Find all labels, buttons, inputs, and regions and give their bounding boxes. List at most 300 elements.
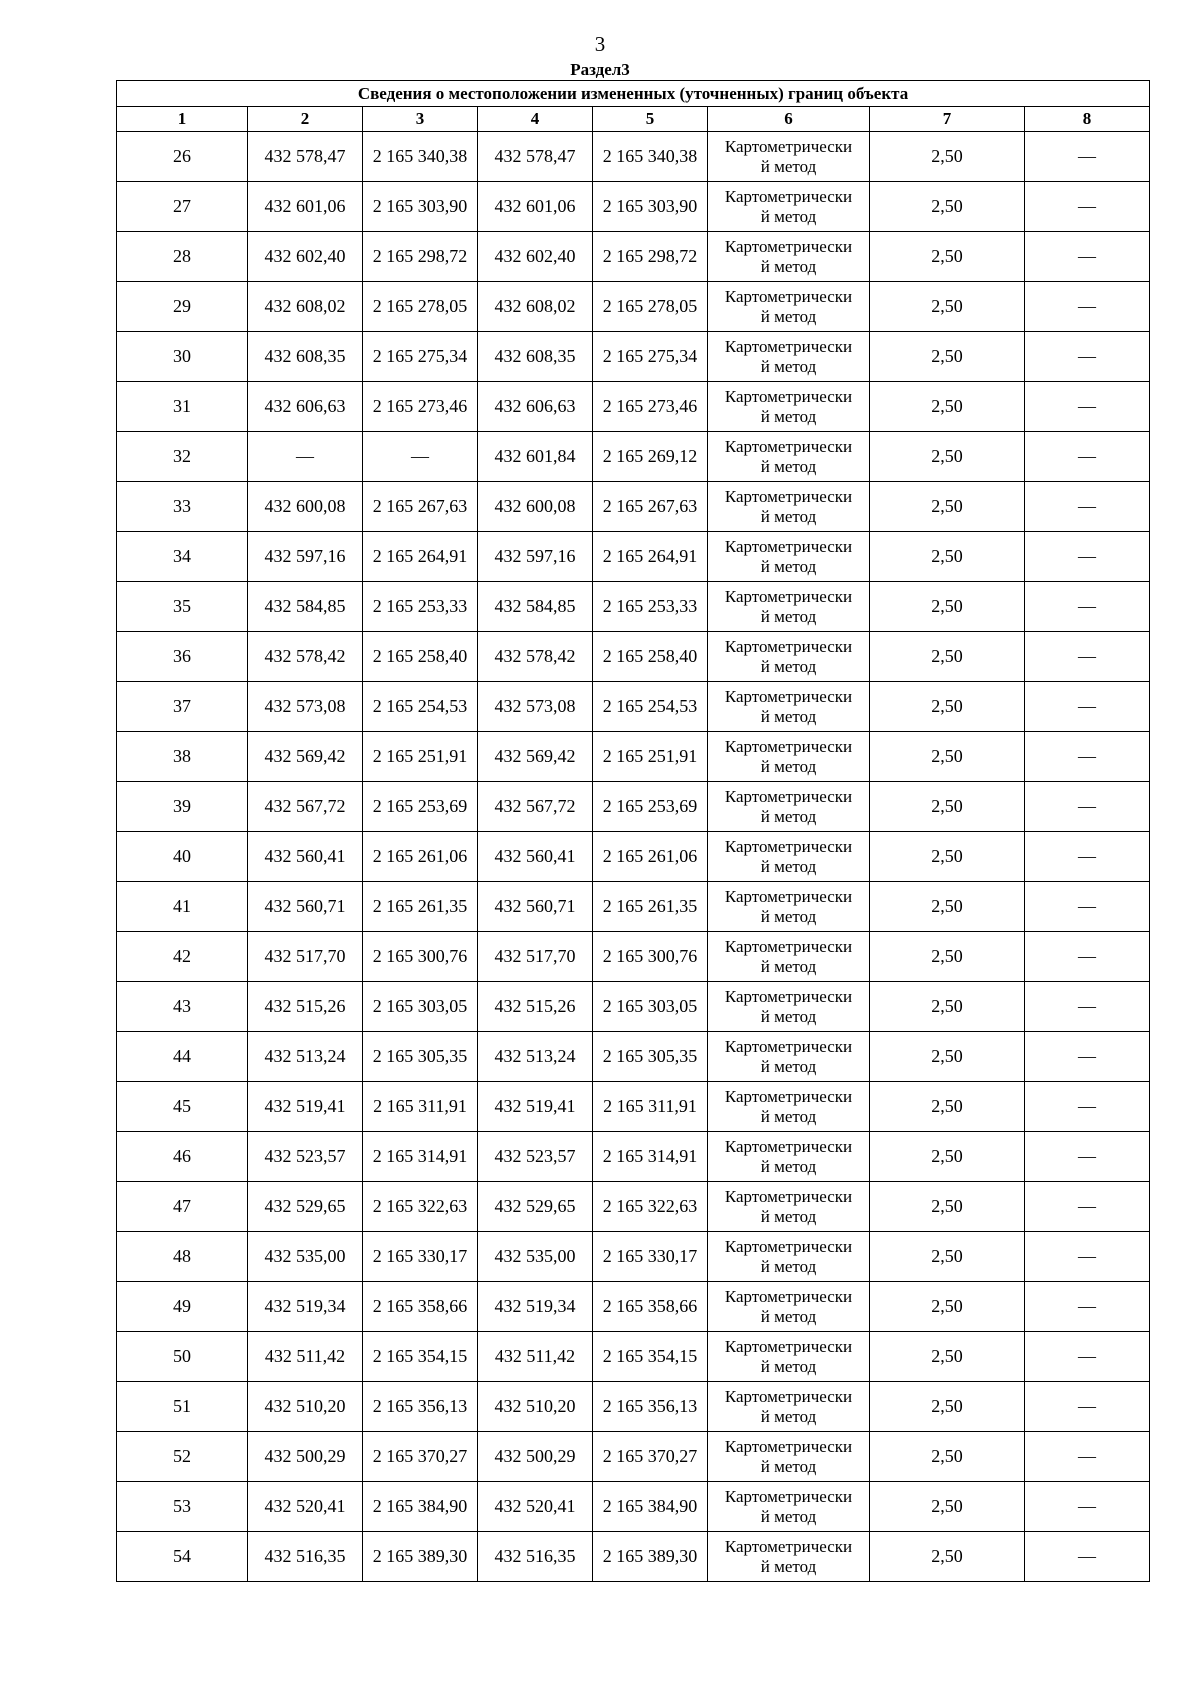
method-text-line: й метод [760,656,817,676]
y-new-cell: 2 165 258,40 [593,632,708,682]
method-text-line: й метод [760,1206,817,1226]
table-row [117,1482,1150,1532]
point-number-cell: 26 [117,132,248,182]
point-number-cell: 41 [117,882,248,932]
table-row [117,382,1150,432]
y-new-cell: 2 165 305,35 [593,1032,708,1082]
y-new-cell: 2 165 354,15 [593,1332,708,1382]
description-cell: — [1025,932,1150,982]
description-cell: — [1025,832,1150,882]
y-existing-cell: 2 165 340,38 [363,132,478,182]
description-cell: — [1025,1482,1150,1532]
method-text-line: й метод [760,1256,817,1276]
method-text-line: й метод [760,306,817,326]
description-cell: — [1025,1232,1150,1282]
method-cell [708,332,870,382]
accuracy-cell: 2,50 [870,832,1025,882]
point-number-cell: 49 [117,1282,248,1332]
y-new-cell: 2 165 251,91 [593,732,708,782]
method-cell [708,1182,870,1232]
y-existing-cell: 2 165 275,34 [363,332,478,382]
y-new-cell: 2 165 370,27 [593,1432,708,1482]
table-row [117,482,1150,532]
x-new-cell: 432 560,71 [478,882,593,932]
y-new-cell: 2 165 303,05 [593,982,708,1032]
column-number: 5 [593,107,708,132]
x-existing-cell: 432 584,85 [248,582,363,632]
y-existing-cell: 2 165 253,69 [363,782,478,832]
x-existing-cell: 432 608,35 [248,332,363,382]
x-existing-cell: 432 515,26 [248,982,363,1032]
accuracy-cell: 2,50 [870,632,1025,682]
method-cell [708,632,870,682]
x-existing-cell: 432 510,20 [248,1382,363,1432]
method-text-line: й метод [760,1406,817,1426]
method-text-line: й метод [760,606,817,626]
description-cell: — [1025,732,1150,782]
method-text-line: й метод [760,956,817,976]
accuracy-cell: 2,50 [870,532,1025,582]
method-text-line: й метод [760,1106,817,1126]
point-number-cell: 31 [117,382,248,432]
description-cell: — [1025,1432,1150,1482]
x-new-cell: 432 597,16 [478,532,593,582]
y-new-cell: 2 165 267,63 [593,482,708,532]
y-existing-cell: 2 165 305,35 [363,1032,478,1082]
method-text-line: й метод [760,856,817,876]
point-number-cell: 38 [117,732,248,782]
method-cell [708,1482,870,1532]
method-text-line: Картометрически [724,536,853,556]
table-row [117,1332,1150,1382]
x-existing-cell: 432 529,65 [248,1182,363,1232]
description-cell: — [1025,532,1150,582]
method-cell [708,282,870,332]
description-cell: — [1025,782,1150,832]
method-cell [708,682,870,732]
method-cell [708,832,870,882]
y-new-cell: 2 165 356,13 [593,1382,708,1432]
x-existing-cell: 432 560,41 [248,832,363,882]
accuracy-cell: 2,50 [870,1532,1025,1582]
x-existing-cell: 432 569,42 [248,732,363,782]
y-existing-cell: 2 165 303,90 [363,182,478,232]
accuracy-cell: 2,50 [870,282,1025,332]
accuracy-cell: 2,50 [870,1382,1025,1432]
y-existing-cell: 2 165 370,27 [363,1432,478,1482]
point-number-cell: 27 [117,182,248,232]
accuracy-cell: 2,50 [870,932,1025,982]
method-text-line: й метод [760,1506,817,1526]
method-cell [708,432,870,482]
method-text-line: Картометрически [724,236,853,256]
method-text-line: Картометрически [724,1486,853,1506]
description-cell: — [1025,1282,1150,1332]
method-cell [708,1132,870,1182]
description-cell: — [1025,682,1150,732]
y-new-cell: 2 165 330,17 [593,1232,708,1282]
accuracy-cell: 2,50 [870,1232,1025,1282]
accuracy-cell: 2,50 [870,332,1025,382]
point-number-cell: 36 [117,632,248,682]
point-number-cell: 52 [117,1432,248,1482]
description-cell: — [1025,632,1150,682]
point-number-cell: 35 [117,582,248,632]
x-new-cell: 432 578,42 [478,632,593,682]
description-cell: — [1025,1382,1150,1432]
x-new-cell: 432 519,34 [478,1282,593,1332]
accuracy-cell: 2,50 [870,1032,1025,1082]
y-new-cell: 2 165 314,91 [593,1132,708,1182]
x-existing-cell: 432 519,34 [248,1282,363,1332]
x-existing-cell: 432 567,72 [248,782,363,832]
y-new-cell: 2 165 340,38 [593,132,708,182]
x-new-cell: 432 500,29 [478,1432,593,1482]
y-existing-cell: 2 165 251,91 [363,732,478,782]
method-text-line: Картометрически [724,1336,853,1356]
point-number-cell: 43 [117,982,248,1032]
point-number-cell: 34 [117,532,248,582]
column-number: 8 [1025,107,1150,132]
column-number: 3 [363,107,478,132]
method-text-line: й метод [760,256,817,276]
method-cell [708,1432,870,1482]
y-existing-cell: 2 165 322,63 [363,1182,478,1232]
point-number-cell: 42 [117,932,248,982]
y-existing-cell: 2 165 298,72 [363,232,478,282]
accuracy-cell: 2,50 [870,882,1025,932]
description-cell: — [1025,282,1150,332]
point-number-cell: 46 [117,1132,248,1182]
accuracy-cell: 2,50 [870,432,1025,482]
table-row [117,982,1150,1032]
description-cell: — [1025,1032,1150,1082]
point-number-cell: 39 [117,782,248,832]
method-text-line: й метод [760,706,817,726]
y-new-cell: 2 165 384,90 [593,1482,708,1532]
table-row [117,1232,1150,1282]
y-existing-cell: 2 165 384,90 [363,1482,478,1532]
x-existing-cell: 432 535,00 [248,1232,363,1282]
y-new-cell: 2 165 322,63 [593,1182,708,1232]
y-existing-cell: — [363,432,478,482]
table-row [117,682,1150,732]
table-row [117,432,1150,482]
method-text-line: й метод [760,156,817,176]
x-new-cell: 432 600,08 [478,482,593,532]
method-text-line: й метод [760,556,817,576]
method-text-line: Картометрически [724,1436,853,1456]
accuracy-cell: 2,50 [870,1132,1025,1182]
method-text-line: Картометрически [724,336,853,356]
y-existing-cell: 2 165 278,05 [363,282,478,332]
y-new-cell: 2 165 253,69 [593,782,708,832]
accuracy-cell: 2,50 [870,482,1025,532]
point-number-cell: 51 [117,1382,248,1432]
y-existing-cell: 2 165 356,13 [363,1382,478,1432]
method-text-line: Картометрически [724,1136,853,1156]
point-number-cell: 30 [117,332,248,382]
method-cell [708,532,870,582]
table-row [117,832,1150,882]
x-existing-cell: 432 517,70 [248,932,363,982]
column-number-row [117,107,1150,132]
method-cell [708,582,870,632]
y-existing-cell: 2 165 254,53 [363,682,478,732]
y-new-cell: 2 165 303,90 [593,182,708,232]
method-cell [708,1232,870,1282]
x-existing-cell: 432 500,29 [248,1432,363,1482]
method-text-line: й метод [760,1056,817,1076]
x-existing-cell: 432 606,63 [248,382,363,432]
description-cell: — [1025,1532,1150,1582]
y-existing-cell: 2 165 389,30 [363,1532,478,1582]
table-row [117,1432,1150,1482]
method-text-line: Картометрически [724,1386,853,1406]
point-number-cell: 54 [117,1532,248,1582]
method-cell [708,182,870,232]
table-row [117,1032,1150,1082]
method-text-line: й метод [760,1456,817,1476]
point-number-cell: 32 [117,432,248,482]
point-number-cell: 48 [117,1232,248,1282]
y-new-cell: 2 165 389,30 [593,1532,708,1582]
method-text-line: й метод [760,456,817,476]
y-new-cell: 2 165 254,53 [593,682,708,732]
method-cell [708,1082,870,1132]
method-cell [708,932,870,982]
method-text-line: й метод [760,406,817,426]
x-new-cell: 432 510,20 [478,1382,593,1432]
page-number: 3 [594,32,606,56]
method-cell [708,382,870,432]
description-cell: — [1025,1082,1150,1132]
description-cell: — [1025,1132,1150,1182]
accuracy-cell: 2,50 [870,782,1025,832]
method-cell [708,232,870,282]
x-existing-cell: 432 602,40 [248,232,363,282]
method-text-line: Картометрически [724,736,853,756]
x-new-cell: 432 513,24 [478,1032,593,1082]
table-row [117,1282,1150,1332]
x-existing-cell: 432 601,06 [248,182,363,232]
x-existing-cell: 432 597,16 [248,532,363,582]
method-cell [708,482,870,532]
point-number-cell: 44 [117,1032,248,1082]
method-text-line: й метод [760,906,817,926]
method-text-line: Картометрически [724,636,853,656]
table-row [117,532,1150,582]
description-cell: — [1025,982,1150,1032]
y-new-cell: 2 165 264,91 [593,532,708,582]
description-cell: — [1025,482,1150,532]
x-new-cell: 432 515,26 [478,982,593,1032]
method-text-line: Картометрически [724,1086,853,1106]
column-number: 4 [478,107,593,132]
y-new-cell: 2 165 278,05 [593,282,708,332]
table-row [117,1082,1150,1132]
accuracy-cell: 2,50 [870,1282,1025,1332]
x-new-cell: 432 601,84 [478,432,593,482]
method-cell [708,982,870,1032]
x-new-cell: 432 601,06 [478,182,593,232]
method-text-line: й метод [760,356,817,376]
table-row [117,1532,1150,1582]
y-new-cell: 2 165 300,76 [593,932,708,982]
y-existing-cell: 2 165 311,91 [363,1082,478,1132]
y-existing-cell: 2 165 253,33 [363,582,478,632]
y-new-cell: 2 165 261,35 [593,882,708,932]
method-text-line: Картометрически [724,136,853,156]
y-existing-cell: 2 165 314,91 [363,1132,478,1182]
y-existing-cell: 2 165 267,63 [363,482,478,532]
x-existing-cell: — [248,432,363,482]
y-existing-cell: 2 165 264,91 [363,532,478,582]
accuracy-cell: 2,50 [870,1482,1025,1532]
method-text-line: Картометрически [724,1536,853,1556]
method-text-line: й метод [760,1556,817,1576]
x-new-cell: 432 519,41 [478,1082,593,1132]
point-number-cell: 45 [117,1082,248,1132]
y-new-cell: 2 165 358,66 [593,1282,708,1332]
x-new-cell: 432 567,72 [478,782,593,832]
y-existing-cell: 2 165 358,66 [363,1282,478,1332]
x-existing-cell: 432 511,42 [248,1332,363,1382]
y-new-cell: 2 165 269,12 [593,432,708,482]
x-existing-cell: 432 513,24 [248,1032,363,1082]
description-cell: — [1025,332,1150,382]
x-existing-cell: 432 519,41 [248,1082,363,1132]
accuracy-cell: 2,50 [870,1432,1025,1482]
method-cell [708,1532,870,1582]
x-existing-cell: 432 578,47 [248,132,363,182]
y-existing-cell: 2 165 273,46 [363,382,478,432]
method-text-line: й метод [760,1006,817,1026]
method-text-line: й метод [760,756,817,776]
table-row [117,782,1150,832]
y-existing-cell: 2 165 354,15 [363,1332,478,1382]
method-cell [708,1032,870,1082]
method-cell [708,1282,870,1332]
description-cell: — [1025,1332,1150,1382]
x-new-cell: 432 516,35 [478,1532,593,1582]
point-number-cell: 40 [117,832,248,882]
x-new-cell: 432 602,40 [478,232,593,282]
method-text-line: Картометрически [724,836,853,856]
x-existing-cell: 432 573,08 [248,682,363,732]
accuracy-cell: 2,50 [870,182,1025,232]
point-number-cell: 53 [117,1482,248,1532]
accuracy-cell: 2,50 [870,1182,1025,1232]
column-number: 6 [708,107,870,132]
accuracy-cell: 2,50 [870,682,1025,732]
y-existing-cell: 2 165 300,76 [363,932,478,982]
x-new-cell: 432 517,70 [478,932,593,982]
x-new-cell: 432 606,63 [478,382,593,432]
method-text-line: Картометрически [724,686,853,706]
method-text-line: й метод [760,806,817,826]
method-text-line: Картометрически [724,386,853,406]
table-row [117,882,1150,932]
y-new-cell: 2 165 311,91 [593,1082,708,1132]
y-new-cell: 2 165 261,06 [593,832,708,882]
point-number-cell: 29 [117,282,248,332]
method-text-line: Картометрически [724,936,853,956]
accuracy-cell: 2,50 [870,582,1025,632]
method-cell [708,1332,870,1382]
method-cell [708,1382,870,1432]
accuracy-cell: 2,50 [870,232,1025,282]
method-text-line: Картометрически [724,586,853,606]
column-number: 2 [248,107,363,132]
x-new-cell: 432 560,41 [478,832,593,882]
point-number-cell: 33 [117,482,248,532]
y-existing-cell: 2 165 330,17 [363,1232,478,1282]
table-body [117,132,1150,1582]
y-existing-cell: 2 165 258,40 [363,632,478,682]
method-text-line: й метод [760,506,817,526]
point-number-cell: 28 [117,232,248,282]
description-cell: — [1025,882,1150,932]
description-cell: — [1025,132,1150,182]
method-text-line: й метод [760,206,817,226]
table-row [117,632,1150,682]
accuracy-cell: 2,50 [870,382,1025,432]
column-number: 7 [870,107,1025,132]
x-existing-cell: 432 600,08 [248,482,363,532]
method-text-line: Картометрически [724,886,853,906]
description-cell: — [1025,582,1150,632]
accuracy-cell: 2,50 [870,1332,1025,1382]
table-row [117,932,1150,982]
table-row [117,232,1150,282]
table-row [117,132,1150,182]
x-new-cell: 432 573,08 [478,682,593,732]
description-cell: — [1025,182,1150,232]
method-text-line: й метод [760,1306,817,1326]
x-new-cell: 432 523,57 [478,1132,593,1182]
method-text-line: Картометрически [724,436,853,456]
table-title: Сведения о местоположении измененных (уточненных) границ объекта [117,81,1150,107]
y-new-cell: 2 165 253,33 [593,582,708,632]
x-existing-cell: 432 608,02 [248,282,363,332]
method-cell [708,732,870,782]
column-number: 1 [117,107,248,132]
method-text-line: Картометрически [724,1036,853,1056]
table-row [117,1132,1150,1182]
method-cell [708,782,870,832]
x-new-cell: 432 520,41 [478,1482,593,1532]
x-new-cell: 432 569,42 [478,732,593,782]
method-text-line: Картометрически [724,786,853,806]
table-row [117,282,1150,332]
accuracy-cell: 2,50 [870,982,1025,1032]
description-cell: — [1025,382,1150,432]
method-cell [708,132,870,182]
description-cell: — [1025,1182,1150,1232]
table-row [117,582,1150,632]
y-existing-cell: 2 165 261,06 [363,832,478,882]
x-new-cell: 432 584,85 [478,582,593,632]
y-existing-cell: 2 165 261,35 [363,882,478,932]
accuracy-cell: 2,50 [870,732,1025,782]
method-cell [708,882,870,932]
y-new-cell: 2 165 275,34 [593,332,708,382]
x-new-cell: 432 511,42 [478,1332,593,1382]
x-new-cell: 432 608,02 [478,282,593,332]
y-existing-cell: 2 165 303,05 [363,982,478,1032]
x-existing-cell: 432 578,42 [248,632,363,682]
